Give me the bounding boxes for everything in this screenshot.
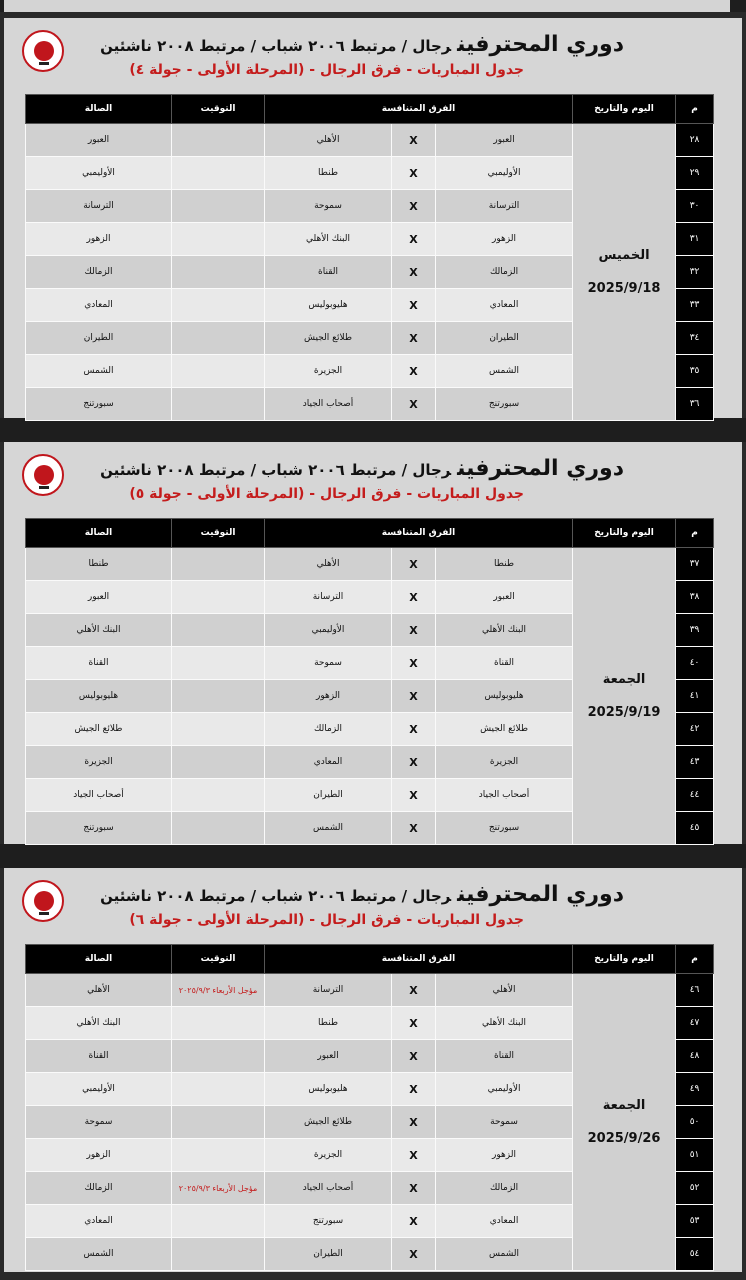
match-hall: طنطا: [26, 548, 172, 581]
home-team: الأوليمبي: [436, 1073, 573, 1106]
header-day: اليوم والتاريخ: [573, 945, 676, 974]
versus-mark: X: [392, 223, 436, 256]
header-num: م: [676, 95, 714, 124]
header-time: التوقيت: [172, 95, 265, 124]
versus-mark: X: [392, 1172, 436, 1205]
header-teams: الفرق المتنافسة: [265, 95, 573, 124]
table-header-row: [26, 95, 714, 124]
home-team: الشمس: [436, 355, 573, 388]
away-team: الشمس: [265, 812, 392, 845]
away-team: سموحة: [265, 190, 392, 223]
match-time: [172, 647, 265, 680]
home-team: المعادي: [436, 1205, 573, 1238]
match-time: [172, 1238, 265, 1271]
header-day: اليوم والتاريخ: [573, 519, 676, 548]
match-hall: هليوبوليس: [26, 680, 172, 713]
match-hall: الزمالك: [26, 256, 172, 289]
match-day-cell: [573, 548, 676, 845]
match-time: [172, 1139, 265, 1172]
match-time: [172, 1205, 265, 1238]
header-teams: الفرق المتنافسة: [265, 945, 573, 974]
away-team: الترسانة: [265, 974, 392, 1007]
versus-mark: X: [392, 779, 436, 812]
home-team: سبورتنج: [436, 812, 573, 845]
match-hall: الشمس: [26, 355, 172, 388]
versus-mark: X: [392, 581, 436, 614]
match-hall: الطيران: [26, 322, 172, 355]
match-time: مؤجل الأربعاء ٢٠٢٥/٩/٣: [172, 1172, 265, 1205]
match-number: ٥٠: [676, 1106, 714, 1139]
match-time: مؤجل الأربعاء ٢٠٢٥/٩/٣: [172, 974, 265, 1007]
match-time: [172, 157, 265, 190]
away-team: طنطا: [265, 157, 392, 190]
match-hall: العبور: [26, 581, 172, 614]
match-hall: سبورتنج: [26, 812, 172, 845]
match-number: ٤٩: [676, 1073, 714, 1106]
header-hall: الصالة: [26, 519, 172, 548]
match-time: [172, 223, 265, 256]
away-team: الأهلي: [265, 548, 392, 581]
match-time: [172, 355, 265, 388]
match-hall: الزمالك: [26, 1172, 172, 1205]
away-team: الزمالك: [265, 713, 392, 746]
match-hall: القناة: [26, 1040, 172, 1073]
match-hall: الزهور: [26, 1139, 172, 1172]
match-time: [172, 289, 265, 322]
away-team: هليوبوليس: [265, 1073, 392, 1106]
match-hall: الشمس: [26, 1238, 172, 1271]
match-time: [172, 190, 265, 223]
league-title: [79, 32, 624, 60]
match-number: ٤٥: [676, 812, 714, 845]
away-team: المعادي: [265, 746, 392, 779]
away-team: الجزيرة: [265, 355, 392, 388]
match-number: ٢٩: [676, 157, 714, 190]
top-strip: [0, 0, 746, 12]
card-separator: [0, 844, 746, 868]
match-hall: البنك الأهلي: [26, 614, 172, 647]
home-team: هليوبوليس: [436, 680, 573, 713]
home-team: الأهلي: [436, 974, 573, 1007]
home-team: الزمالك: [436, 256, 573, 289]
home-team: الزمالك: [436, 1172, 573, 1205]
card-separator: [0, 418, 746, 442]
match-number: ٥٤: [676, 1238, 714, 1271]
home-team: الزهور: [436, 1139, 573, 1172]
away-team: البنك الأهلي: [265, 223, 392, 256]
federation-logo-icon: [22, 454, 64, 496]
match-time: [172, 581, 265, 614]
versus-mark: X: [392, 746, 436, 779]
home-team: الزهور: [436, 223, 573, 256]
round-card: [4, 18, 742, 418]
match-hall: البنك الأهلي: [26, 1007, 172, 1040]
match-number: ٤٧: [676, 1007, 714, 1040]
versus-mark: X: [392, 388, 436, 421]
league-title-sub: رجال / مرتبط ٢٠٠٦ شباب / مرتبط ٢٠٠٨ ناشئين: [100, 461, 452, 479]
versus-mark: X: [392, 256, 436, 289]
match-number: ٤٣: [676, 746, 714, 779]
federation-logo-icon: [22, 880, 64, 922]
versus-mark: X: [392, 1205, 436, 1238]
match-time: [172, 322, 265, 355]
versus-mark: X: [392, 1238, 436, 1271]
match-number: ٥٢: [676, 1172, 714, 1205]
versus-mark: X: [392, 713, 436, 746]
header-day: اليوم والتاريخ: [573, 95, 676, 124]
match-hall: العبور: [26, 124, 172, 157]
card-header: [4, 868, 742, 938]
away-team: هليوبوليس: [265, 289, 392, 322]
match-number: ٣٢: [676, 256, 714, 289]
away-team: القناة: [265, 256, 392, 289]
home-team: القناة: [436, 647, 573, 680]
match-number: ٣٤: [676, 322, 714, 355]
round-card: [4, 868, 742, 1272]
table-row: [26, 548, 714, 581]
away-team: طنطا: [265, 1007, 392, 1040]
home-team: الترسانة: [436, 190, 573, 223]
match-day: الجمعة: [602, 1098, 646, 1113]
schedule-table: [25, 944, 714, 1271]
table-row: [26, 974, 714, 1007]
match-number: ٣٦: [676, 388, 714, 421]
match-number: ٣٣: [676, 289, 714, 322]
match-date: 2025/9/18: [587, 281, 661, 296]
table-row: [26, 124, 714, 157]
versus-mark: X: [392, 322, 436, 355]
home-team: البنك الأهلي: [436, 614, 573, 647]
header-teams: الفرق المتنافسة: [265, 519, 573, 548]
match-hall: المعادي: [26, 289, 172, 322]
league-title: [79, 456, 624, 484]
round-card: [4, 442, 742, 844]
match-number: ٤٠: [676, 647, 714, 680]
match-number: ٤٢: [676, 713, 714, 746]
header-num: م: [676, 945, 714, 974]
home-team: أصحاب الجياد: [436, 779, 573, 812]
match-hall: الأهلي: [26, 974, 172, 1007]
match-hall: الأوليمبي: [26, 1073, 172, 1106]
away-team: الزهور: [265, 680, 392, 713]
match-number: ٤٤: [676, 779, 714, 812]
home-team: الأوليمبي: [436, 157, 573, 190]
versus-mark: X: [392, 355, 436, 388]
match-hall: أصحاب الجياد: [26, 779, 172, 812]
league-title-sub: رجال / مرتبط ٢٠٠٦ شباب / مرتبط ٢٠٠٨ ناشئين: [100, 37, 452, 55]
header-time: التوقيت: [172, 519, 265, 548]
versus-mark: X: [392, 1073, 436, 1106]
away-team: سموحة: [265, 647, 392, 680]
round-subtitle: جدول المباريات - فرق الرجال - (المرحلة الأولى - جولة ٥): [129, 486, 524, 502]
versus-mark: X: [392, 1106, 436, 1139]
home-team: المعادي: [436, 289, 573, 322]
away-team: طلائع الجيش: [265, 322, 392, 355]
home-team: القناة: [436, 1040, 573, 1073]
home-team: الشمس: [436, 1238, 573, 1271]
schedule-table: [25, 94, 714, 421]
league-title: [79, 882, 624, 910]
match-time: [172, 746, 265, 779]
match-number: ٣٧: [676, 548, 714, 581]
table-header-row: [26, 519, 714, 548]
round-subtitle: جدول المباريات - فرق الرجال - (المرحلة الأولى - جولة ٤): [129, 62, 524, 78]
away-team: الطيران: [265, 779, 392, 812]
match-day: الجمعة: [602, 672, 646, 687]
home-team: العبور: [436, 124, 573, 157]
match-time: [172, 680, 265, 713]
match-time: [172, 713, 265, 746]
table-header-row: [26, 945, 714, 974]
match-hall: الزهور: [26, 223, 172, 256]
match-number: ٥٣: [676, 1205, 714, 1238]
match-time: [172, 548, 265, 581]
away-team: سبورتنج: [265, 1205, 392, 1238]
match-number: ٣٥: [676, 355, 714, 388]
match-time: [172, 1106, 265, 1139]
match-time: [172, 256, 265, 289]
league-title-main: دوري المحترفين: [457, 32, 624, 57]
header-num: م: [676, 519, 714, 548]
match-number: ٢٨: [676, 124, 714, 157]
versus-mark: X: [392, 124, 436, 157]
versus-mark: X: [392, 1139, 436, 1172]
match-time: [172, 1040, 265, 1073]
match-time: [172, 124, 265, 157]
match-number: ٤٦: [676, 974, 714, 1007]
home-team: العبور: [436, 581, 573, 614]
away-team: أصحاب الجياد: [265, 1172, 392, 1205]
away-team: الجزيرة: [265, 1139, 392, 1172]
match-hall: طلائع الجيش: [26, 713, 172, 746]
match-hall: سبورتنج: [26, 388, 172, 421]
versus-mark: X: [392, 680, 436, 713]
home-team: سبورتنج: [436, 388, 573, 421]
home-team: طلائع الجيش: [436, 713, 573, 746]
away-team: الأوليمبي: [265, 614, 392, 647]
versus-mark: X: [392, 190, 436, 223]
home-team: الجزيرة: [436, 746, 573, 779]
match-time: [172, 812, 265, 845]
home-team: الطيران: [436, 322, 573, 355]
match-hall: المعادي: [26, 1205, 172, 1238]
schedule-table: [25, 518, 714, 845]
home-team: البنك الأهلي: [436, 1007, 573, 1040]
versus-mark: X: [392, 289, 436, 322]
match-day-cell: [573, 974, 676, 1271]
match-hall: الجزيرة: [26, 746, 172, 779]
header-hall: الصالة: [26, 95, 172, 124]
match-number: ٥١: [676, 1139, 714, 1172]
match-number: ٤١: [676, 680, 714, 713]
home-team: طنطا: [436, 548, 573, 581]
match-number: ٤٨: [676, 1040, 714, 1073]
match-hall: سموحة: [26, 1106, 172, 1139]
away-team: أصحاب الجياد: [265, 388, 392, 421]
match-number: ٣٠: [676, 190, 714, 223]
match-date: 2025/9/19: [587, 705, 661, 720]
versus-mark: X: [392, 812, 436, 845]
match-time: [172, 1073, 265, 1106]
home-team: سموحة: [436, 1106, 573, 1139]
match-number: ٣١: [676, 223, 714, 256]
match-hall: القناة: [26, 647, 172, 680]
federation-logo-icon: [22, 30, 64, 72]
card-header: [4, 442, 742, 512]
versus-mark: X: [392, 614, 436, 647]
versus-mark: X: [392, 157, 436, 190]
match-day-cell: [573, 124, 676, 421]
away-team: طلائع الجيش: [265, 1106, 392, 1139]
header-time: التوقيت: [172, 945, 265, 974]
versus-mark: X: [392, 647, 436, 680]
match-time: [172, 779, 265, 812]
match-time: [172, 1007, 265, 1040]
match-time: [172, 614, 265, 647]
away-team: العبور: [265, 1040, 392, 1073]
versus-mark: X: [392, 548, 436, 581]
versus-mark: X: [392, 1040, 436, 1073]
away-team: الأهلي: [265, 124, 392, 157]
versus-mark: X: [392, 1007, 436, 1040]
round-subtitle: جدول المباريات - فرق الرجال - (المرحلة الأولى - جولة ٦): [129, 912, 524, 928]
league-title-main: دوري المحترفين: [457, 456, 624, 481]
league-title-main: دوري المحترفين: [457, 882, 624, 907]
match-hall: الأوليمبي: [26, 157, 172, 190]
match-day: الخميس: [598, 248, 650, 263]
header-hall: الصالة: [26, 945, 172, 974]
card-header: [4, 18, 742, 88]
league-title-sub: رجال / مرتبط ٢٠٠٦ شباب / مرتبط ٢٠٠٨ ناشئين: [100, 887, 452, 905]
versus-mark: X: [392, 974, 436, 1007]
away-team: الطيران: [265, 1238, 392, 1271]
match-date: 2025/9/26: [587, 1131, 661, 1146]
match-time: [172, 388, 265, 421]
match-number: ٣٨: [676, 581, 714, 614]
away-team: الترسانة: [265, 581, 392, 614]
match-number: ٣٩: [676, 614, 714, 647]
match-hall: الترسانة: [26, 190, 172, 223]
